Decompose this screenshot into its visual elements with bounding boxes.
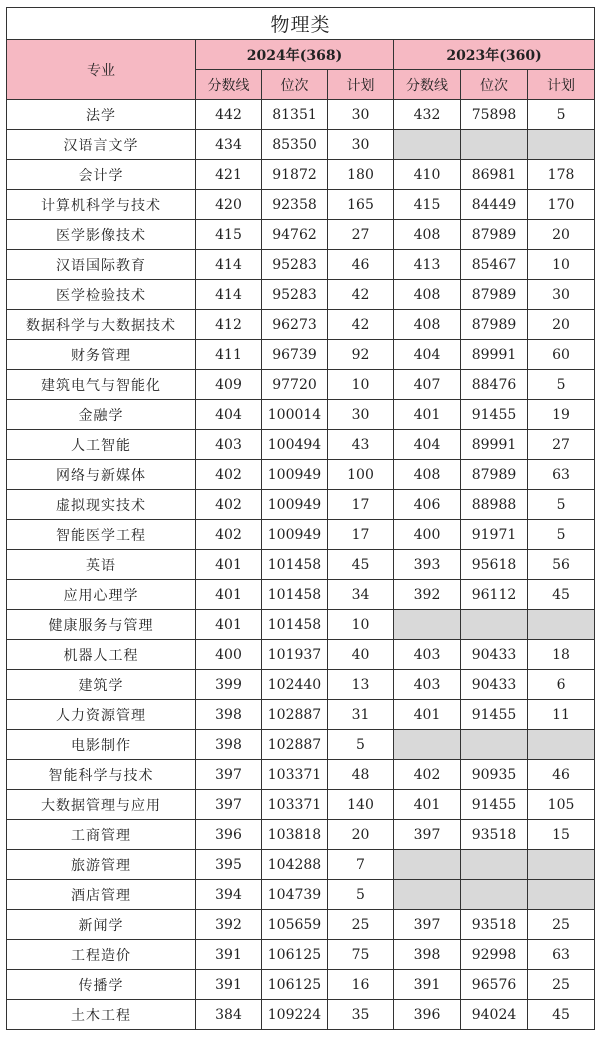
- score-2024-cell: 442: [196, 100, 262, 130]
- plan-2023-cell: [528, 730, 595, 760]
- rank-2024-cell: 105659: [262, 910, 328, 940]
- table-row: [7, 940, 595, 970]
- table-row: [7, 880, 595, 910]
- rank-2023-cell: 85467: [461, 250, 528, 280]
- plan-2024-cell: 45: [328, 550, 394, 580]
- rank-2023-cell: 87989: [461, 280, 528, 310]
- score-2023-cell: 397: [394, 820, 461, 850]
- admission-table: [6, 7, 595, 1030]
- table-row: [7, 550, 595, 580]
- table-title: 物理类: [7, 8, 595, 40]
- rank-2023-cell: 91455: [461, 700, 528, 730]
- plan-2023-cell: 5: [528, 370, 595, 400]
- major-cell: 网络与新媒体: [7, 460, 196, 490]
- rank-2024-cell: 103818: [262, 820, 328, 850]
- table-row: [7, 730, 595, 760]
- score-2023-cell: 398: [394, 940, 461, 970]
- score-2024-cell: 401: [196, 610, 262, 640]
- table-row: [7, 370, 595, 400]
- plan-2023-cell: 5: [528, 520, 595, 550]
- rank-2023-cell: 91455: [461, 400, 528, 430]
- score-2023-cell: 403: [394, 640, 461, 670]
- major-header: 专业: [7, 40, 196, 100]
- major-cell: 新闻学: [7, 910, 196, 940]
- rank-2024-cell: 101937: [262, 640, 328, 670]
- score-2023-cell: 393: [394, 550, 461, 580]
- table-row: [7, 850, 595, 880]
- plan-2024-cell: 43: [328, 430, 394, 460]
- plan-2023-header: 计划: [528, 70, 595, 100]
- score-2023-cell: [394, 880, 461, 910]
- score-2023-cell: 392: [394, 580, 461, 610]
- rank-2023-cell: 93518: [461, 910, 528, 940]
- major-cell: 英语: [7, 550, 196, 580]
- plan-2024-cell: 13: [328, 670, 394, 700]
- major-cell: 酒店管理: [7, 880, 196, 910]
- plan-2024-cell: 100: [328, 460, 394, 490]
- rank-2024-cell: 96739: [262, 340, 328, 370]
- plan-2023-cell: 19: [528, 400, 595, 430]
- rank-2023-cell: 93518: [461, 820, 528, 850]
- score-2023-cell: 396: [394, 1000, 461, 1030]
- score-2024-cell: 420: [196, 190, 262, 220]
- rank-2023-cell: 87989: [461, 220, 528, 250]
- rank-2024-cell: 100494: [262, 430, 328, 460]
- plan-2024-cell: 140: [328, 790, 394, 820]
- score-2024-cell: 409: [196, 370, 262, 400]
- score-2023-cell: 410: [394, 160, 461, 190]
- plan-2024-cell: 20: [328, 820, 394, 850]
- rank-2023-cell: 88476: [461, 370, 528, 400]
- score-2024-cell: 403: [196, 430, 262, 460]
- plan-2024-cell: 31: [328, 700, 394, 730]
- score-2023-cell: 401: [394, 400, 461, 430]
- score-2024-cell: 398: [196, 730, 262, 760]
- score-2024-cell: 412: [196, 310, 262, 340]
- score-2024-cell: 398: [196, 700, 262, 730]
- rank-2024-cell: 101458: [262, 580, 328, 610]
- major-cell: 计算机科学与技术: [7, 190, 196, 220]
- rank-2023-cell: 91971: [461, 520, 528, 550]
- plan-2024-cell: 17: [328, 490, 394, 520]
- rank-2024-cell: 106125: [262, 970, 328, 1000]
- rank-2023-cell: 90433: [461, 640, 528, 670]
- major-cell: 会计学: [7, 160, 196, 190]
- plan-2023-cell: 63: [528, 940, 595, 970]
- rank-2023-cell: 86981: [461, 160, 528, 190]
- score-2023-cell: 406: [394, 490, 461, 520]
- table-row: [7, 160, 595, 190]
- major-cell: 人工智能: [7, 430, 196, 460]
- score-2023-cell: 402: [394, 760, 461, 790]
- score-2024-cell: 414: [196, 280, 262, 310]
- rank-2024-cell: 103371: [262, 790, 328, 820]
- score-2023-cell: 397: [394, 910, 461, 940]
- plan-2023-cell: [528, 130, 595, 160]
- plan-2023-cell: 27: [528, 430, 595, 460]
- plan-2023-cell: 30: [528, 280, 595, 310]
- score-2023-cell: 407: [394, 370, 461, 400]
- major-cell: 人力资源管理: [7, 700, 196, 730]
- table-row: [7, 790, 595, 820]
- table-row: [7, 190, 595, 220]
- plan-2024-cell: 5: [328, 880, 394, 910]
- major-cell: 建筑学: [7, 670, 196, 700]
- plan-2024-cell: 42: [328, 310, 394, 340]
- score-2024-cell: 421: [196, 160, 262, 190]
- score-2024-header: 分数线: [196, 70, 262, 100]
- table-row: [7, 580, 595, 610]
- rank-2024-cell: 101458: [262, 610, 328, 640]
- plan-2024-cell: 48: [328, 760, 394, 790]
- score-2023-cell: 415: [394, 190, 461, 220]
- rank-2023-cell: 75898: [461, 100, 528, 130]
- score-2023-cell: 432: [394, 100, 461, 130]
- score-2024-cell: 401: [196, 550, 262, 580]
- rank-2024-header: 位次: [262, 70, 328, 100]
- rank-2023-cell: [461, 130, 528, 160]
- major-cell: 数据科学与大数据技术: [7, 310, 196, 340]
- major-cell: 法学: [7, 100, 196, 130]
- score-2024-cell: 402: [196, 520, 262, 550]
- rank-2023-cell: [461, 610, 528, 640]
- rank-2024-cell: 97720: [262, 370, 328, 400]
- major-cell: 智能医学工程: [7, 520, 196, 550]
- score-2024-cell: 411: [196, 340, 262, 370]
- score-2024-cell: 434: [196, 130, 262, 160]
- table-row: [7, 490, 595, 520]
- major-cell: 健康服务与管理: [7, 610, 196, 640]
- plan-2024-header: 计划: [328, 70, 394, 100]
- plan-2024-cell: 165: [328, 190, 394, 220]
- major-cell: 大数据管理与应用: [7, 790, 196, 820]
- plan-2023-cell: 25: [528, 970, 595, 1000]
- table-row: [7, 100, 595, 130]
- score-2024-cell: 396: [196, 820, 262, 850]
- score-2024-cell: 397: [196, 760, 262, 790]
- plan-2023-cell: 11: [528, 700, 595, 730]
- plan-2024-cell: 27: [328, 220, 394, 250]
- major-cell: 工商管理: [7, 820, 196, 850]
- rank-2023-cell: 87989: [461, 310, 528, 340]
- table-row: [7, 310, 595, 340]
- rank-2024-cell: 104739: [262, 880, 328, 910]
- plan-2023-cell: 46: [528, 760, 595, 790]
- score-2023-cell: 403: [394, 670, 461, 700]
- table-row: [7, 760, 595, 790]
- major-cell: 财务管理: [7, 340, 196, 370]
- table-row: [7, 820, 595, 850]
- score-2023-cell: 391: [394, 970, 461, 1000]
- major-cell: 金融学: [7, 400, 196, 430]
- plan-2023-cell: 10: [528, 250, 595, 280]
- rank-2024-cell: 104288: [262, 850, 328, 880]
- major-cell: 工程造价: [7, 940, 196, 970]
- score-2024-cell: 399: [196, 670, 262, 700]
- rank-2024-cell: 91872: [262, 160, 328, 190]
- score-2024-cell: 414: [196, 250, 262, 280]
- rank-2023-cell: 87989: [461, 460, 528, 490]
- score-2023-cell: 401: [394, 790, 461, 820]
- rank-2023-cell: 89991: [461, 340, 528, 370]
- plan-2024-cell: 40: [328, 640, 394, 670]
- table-row: [7, 250, 595, 280]
- plan-2023-cell: 20: [528, 310, 595, 340]
- score-2023-cell: 401: [394, 700, 461, 730]
- score-2024-cell: 391: [196, 970, 262, 1000]
- rank-2023-cell: 90433: [461, 670, 528, 700]
- score-2023-cell: 400: [394, 520, 461, 550]
- major-cell: 医学影像技术: [7, 220, 196, 250]
- table-row: [7, 520, 595, 550]
- plan-2023-cell: 170: [528, 190, 595, 220]
- plan-2024-cell: 92: [328, 340, 394, 370]
- plan-2023-cell: 60: [528, 340, 595, 370]
- major-cell: 建筑电气与智能化: [7, 370, 196, 400]
- plan-2024-cell: 10: [328, 370, 394, 400]
- score-2023-cell: 404: [394, 340, 461, 370]
- table-row: [7, 670, 595, 700]
- rank-2024-cell: 100014: [262, 400, 328, 430]
- plan-2024-cell: 5: [328, 730, 394, 760]
- rank-2024-cell: 94762: [262, 220, 328, 250]
- score-2024-cell: 394: [196, 880, 262, 910]
- rank-2023-cell: 88988: [461, 490, 528, 520]
- major-cell: 电影制作: [7, 730, 196, 760]
- rank-2023-cell: 84449: [461, 190, 528, 220]
- score-2023-cell: [394, 850, 461, 880]
- plan-2024-cell: 75: [328, 940, 394, 970]
- rank-2023-cell: 94024: [461, 1000, 528, 1030]
- score-2023-cell: [394, 730, 461, 760]
- table-row: [7, 640, 595, 670]
- score-2023-cell: 408: [394, 460, 461, 490]
- score-2024-cell: 401: [196, 580, 262, 610]
- plan-2023-cell: 5: [528, 490, 595, 520]
- rank-2024-cell: 103371: [262, 760, 328, 790]
- plan-2023-cell: 105: [528, 790, 595, 820]
- rank-2024-cell: 102440: [262, 670, 328, 700]
- major-cell: 旅游管理: [7, 850, 196, 880]
- rank-2023-cell: [461, 850, 528, 880]
- rank-2024-cell: 100949: [262, 460, 328, 490]
- plan-2024-cell: 10: [328, 610, 394, 640]
- plan-2023-cell: [528, 850, 595, 880]
- plan-2024-cell: 42: [328, 280, 394, 310]
- plan-2023-cell: 45: [528, 580, 595, 610]
- rank-2023-cell: 89991: [461, 430, 528, 460]
- plan-2023-cell: 5: [528, 100, 595, 130]
- plan-2024-cell: 180: [328, 160, 394, 190]
- rank-2024-cell: 101458: [262, 550, 328, 580]
- table-row: [7, 970, 595, 1000]
- plan-2023-cell: [528, 610, 595, 640]
- major-cell: 智能科学与技术: [7, 760, 196, 790]
- rank-2024-cell: 85350: [262, 130, 328, 160]
- score-2024-cell: 395: [196, 850, 262, 880]
- major-cell: 医学检验技术: [7, 280, 196, 310]
- score-2023-cell: 408: [394, 220, 461, 250]
- major-cell: 汉语言文学: [7, 130, 196, 160]
- score-2023-header: 分数线: [394, 70, 461, 100]
- score-2023-cell: [394, 130, 461, 160]
- rank-2023-cell: [461, 880, 528, 910]
- major-cell: 传播学: [7, 970, 196, 1000]
- plan-2024-cell: 34: [328, 580, 394, 610]
- plan-2024-cell: 30: [328, 100, 394, 130]
- score-2024-cell: 404: [196, 400, 262, 430]
- score-2024-cell: 415: [196, 220, 262, 250]
- score-2023-cell: 408: [394, 310, 461, 340]
- major-cell: 汉语国际教育: [7, 250, 196, 280]
- score-2024-cell: 384: [196, 1000, 262, 1030]
- plan-2023-cell: 25: [528, 910, 595, 940]
- plan-2023-cell: 45: [528, 1000, 595, 1030]
- table-row: [7, 700, 595, 730]
- table-row: [7, 280, 595, 310]
- plan-2023-cell: 56: [528, 550, 595, 580]
- rank-2024-cell: 106125: [262, 940, 328, 970]
- score-2024-cell: 397: [196, 790, 262, 820]
- score-2023-cell: 413: [394, 250, 461, 280]
- rank-2024-cell: 81351: [262, 100, 328, 130]
- rank-2024-cell: 100949: [262, 490, 328, 520]
- score-2024-cell: 392: [196, 910, 262, 940]
- plan-2024-cell: 17: [328, 520, 394, 550]
- rank-2023-cell: 96112: [461, 580, 528, 610]
- plan-2023-cell: 18: [528, 640, 595, 670]
- score-2023-cell: 408: [394, 280, 461, 310]
- plan-2024-cell: 16: [328, 970, 394, 1000]
- year-2023-header: 2023年(360): [394, 40, 595, 70]
- rank-2023-cell: 91455: [461, 790, 528, 820]
- score-2024-cell: 402: [196, 490, 262, 520]
- plan-2024-cell: 30: [328, 400, 394, 430]
- table-row: [7, 1000, 595, 1030]
- plan-2023-cell: 63: [528, 460, 595, 490]
- plan-2023-cell: 20: [528, 220, 595, 250]
- plan-2024-cell: 35: [328, 1000, 394, 1030]
- table-row: [7, 430, 595, 460]
- rank-2024-cell: 100949: [262, 520, 328, 550]
- plan-2023-cell: 178: [528, 160, 595, 190]
- rank-2024-cell: 102887: [262, 730, 328, 760]
- score-2023-cell: [394, 610, 461, 640]
- plan-2024-cell: 7: [328, 850, 394, 880]
- plan-2023-cell: [528, 880, 595, 910]
- major-cell: 机器人工程: [7, 640, 196, 670]
- major-cell: 虚拟现实技术: [7, 490, 196, 520]
- table-row: [7, 460, 595, 490]
- table-row: [7, 610, 595, 640]
- plan-2024-cell: 25: [328, 910, 394, 940]
- plan-2023-cell: 6: [528, 670, 595, 700]
- table-row: [7, 130, 595, 160]
- rank-2024-cell: 95283: [262, 250, 328, 280]
- rank-2024-cell: 102887: [262, 700, 328, 730]
- plan-2024-cell: 46: [328, 250, 394, 280]
- rank-2024-cell: 96273: [262, 310, 328, 340]
- major-cell: 应用心理学: [7, 580, 196, 610]
- score-2024-cell: 391: [196, 940, 262, 970]
- table-row: [7, 220, 595, 250]
- rank-2023-cell: 96576: [461, 970, 528, 1000]
- plan-2023-cell: 15: [528, 820, 595, 850]
- table-row: [7, 340, 595, 370]
- table-row: [7, 910, 595, 940]
- rank-2023-cell: 90935: [461, 760, 528, 790]
- rank-2023-cell: 92998: [461, 940, 528, 970]
- year-2024-header: 2024年(368): [196, 40, 394, 70]
- score-2024-cell: 402: [196, 460, 262, 490]
- score-2024-cell: 400: [196, 640, 262, 670]
- rank-2024-cell: 95283: [262, 280, 328, 310]
- table-body: [7, 100, 595, 1030]
- score-2023-cell: 404: [394, 430, 461, 460]
- plan-2024-cell: 30: [328, 130, 394, 160]
- rank-2023-header: 位次: [461, 70, 528, 100]
- rank-2024-cell: 109224: [262, 1000, 328, 1030]
- major-cell: 土木工程: [7, 1000, 196, 1030]
- rank-2023-cell: [461, 730, 528, 760]
- table-row: [7, 400, 595, 430]
- rank-2023-cell: 95618: [461, 550, 528, 580]
- rank-2024-cell: 92358: [262, 190, 328, 220]
